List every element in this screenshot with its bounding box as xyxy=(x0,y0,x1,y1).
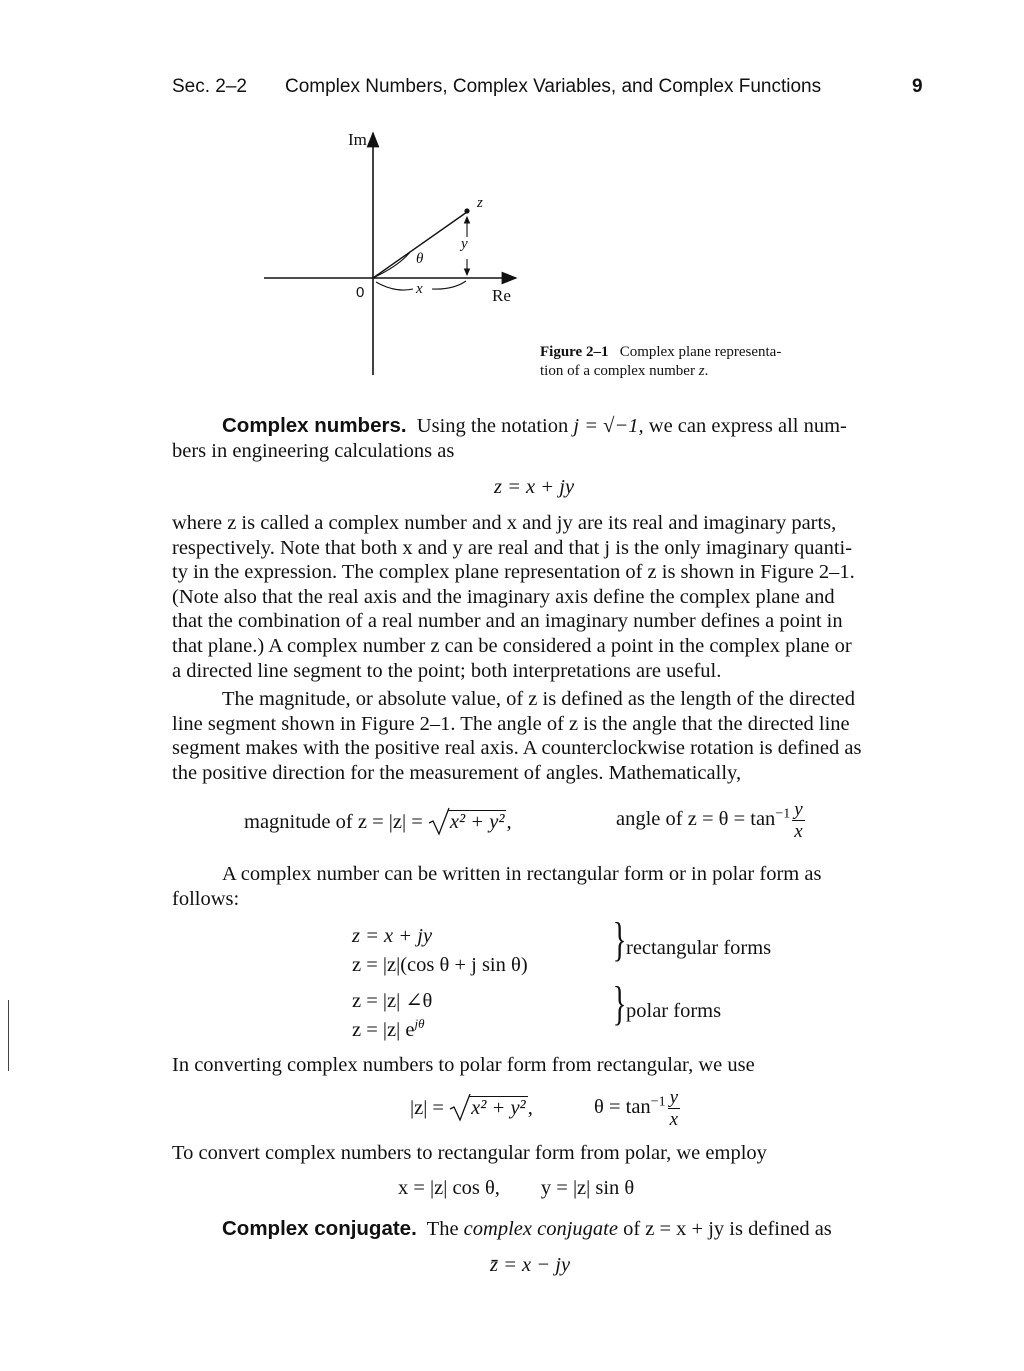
re-axis-label: Re xyxy=(492,286,511,305)
x-dimension-left xyxy=(376,282,413,290)
fraction-denominator: x xyxy=(669,1109,679,1130)
conjugate-paragraph xyxy=(172,1217,920,1242)
definition-line: where z is called a complex number and x and jy are its real and imaginary parts, xyxy=(172,512,837,534)
intro-text-1: Using the notation xyxy=(416,415,569,437)
intro-text-2: we can express all num- xyxy=(648,415,847,437)
definition-paragraph xyxy=(172,511,920,683)
caption-text-1: Complex plane representa- xyxy=(619,344,782,360)
y-label: y xyxy=(461,236,468,252)
complex-numbers-heading: Complex numbers. xyxy=(222,414,407,437)
forms-intro-line-2: follows: xyxy=(172,888,240,910)
definition-line: respectively. Note that both x and y are real and that j is the only imaginary quanti- xyxy=(172,536,853,559)
polar-brace-icon: } xyxy=(612,977,627,1030)
definition-line: that plane.) A complex number z can be considered a point in the complex plane or xyxy=(172,634,852,657)
z-point xyxy=(464,208,469,213)
caption-end: . xyxy=(704,363,709,379)
conjugate-text-1: The xyxy=(426,1218,459,1240)
magnitude-equation xyxy=(244,810,512,834)
magnitude-line: line segment shown in Figure 2–1. The angle of z is the angle that the directed line xyxy=(172,712,850,735)
definition-line: that the combination of a real number and an imaginary number defines a point in xyxy=(172,610,843,633)
angle-equation xyxy=(616,800,805,841)
definition-line: a directed line segment to the point; both interpretations are useful. xyxy=(172,659,722,682)
x-dimension-right xyxy=(432,281,466,289)
equation-z-rectangular: z = x + jy xyxy=(494,476,575,498)
polar-form-2 xyxy=(352,1016,424,1042)
polar-form-2-base: z = |z| e xyxy=(352,1018,415,1041)
theta-eq-left: θ = tan xyxy=(594,1096,651,1119)
complex-numbers-intro xyxy=(172,414,920,439)
conjugate-heading: Complex conjugate. xyxy=(222,1217,417,1240)
magnitude-line: the positive direction for the measurement of angles. Mathematically, xyxy=(172,761,742,784)
forms-intro-line-1: A complex number can be written in rectangular form or in polar form as xyxy=(222,863,822,885)
polar-form-1: z = |z| ∠θ xyxy=(352,990,433,1012)
intro-line-2: bers in engineering calculations as xyxy=(172,440,455,462)
page-number: 9 xyxy=(912,76,923,97)
square-root xyxy=(428,810,507,834)
magnitude-paragraph xyxy=(172,687,920,785)
radicand: x² + y² xyxy=(471,1097,526,1119)
rectangular-brace-icon: } xyxy=(612,913,627,966)
intro-equation: j = √−1, xyxy=(573,415,644,437)
convert-to-polar-text: In converting complex numbers to polar form from rectangular, we use xyxy=(172,1054,755,1076)
rectangular-conversion-equation: x = |z| cos θ, y = |z| sin θ xyxy=(398,1177,635,1199)
z-point-label: z xyxy=(477,195,483,211)
theta-equation xyxy=(594,1088,680,1129)
fraction-numerator: y xyxy=(669,1087,679,1108)
modulus-eq-left: |z| = xyxy=(410,1097,444,1119)
inverse-superscript: −1 xyxy=(650,1094,666,1110)
figure-caption xyxy=(540,343,840,381)
inverse-superscript: −1 xyxy=(775,806,791,822)
conjugate-emphasis: complex conjugate xyxy=(463,1218,618,1240)
magnitude-line: segment makes with the positive real axis. A counterclockwise rotation is defined as xyxy=(172,737,862,760)
scan-margin-line xyxy=(8,1000,9,1071)
radical-sign-icon xyxy=(428,806,450,836)
caption-text-2: tion of a complex number xyxy=(540,363,695,379)
conjugate-equation: z̄ = x − jy xyxy=(490,1254,571,1276)
angle-eq-left: angle of z = θ = tan xyxy=(616,808,776,831)
rectangular-form-1: z = x + jy xyxy=(352,925,433,947)
fraction-numerator: y xyxy=(794,799,803,820)
y-over-x-fraction xyxy=(668,1088,680,1129)
origin-label: 0 xyxy=(356,284,365,301)
square-root xyxy=(449,1096,528,1120)
complex-plane-figure xyxy=(250,125,550,385)
magnitude-line: The magnitude, or absolute value, of z is defined as the length of the directed xyxy=(222,688,856,710)
magnitude-eq-left: magnitude of z = |z| = xyxy=(244,811,423,833)
comma: , xyxy=(506,811,512,833)
radical-sign-icon xyxy=(449,1092,471,1122)
z-vector xyxy=(373,212,467,278)
polar-forms-label: polar forms xyxy=(626,1000,722,1022)
im-axis-label: Im xyxy=(348,130,367,149)
definition-line: ty in the expression. The complex plane representation of z is shown in Figure 2–1. xyxy=(172,561,855,584)
x-label: x xyxy=(416,281,423,297)
conjugate-text-2: of z = x + jy is defined as xyxy=(623,1218,832,1240)
fraction-denominator: x xyxy=(794,821,803,842)
modulus-equation xyxy=(410,1096,533,1120)
convert-to-rectangular-text: To convert complex numbers to rectangular form from polar, we employ xyxy=(172,1142,767,1164)
rectangular-forms-label: rectangular forms xyxy=(626,937,772,959)
polar-form-2-exponent: jθ xyxy=(414,1016,425,1031)
y-over-x-fraction xyxy=(792,800,804,841)
radicand: x² + y² xyxy=(449,811,505,833)
rectangular-form-2: z = |z|(cos θ + j sin θ) xyxy=(352,954,528,976)
caption-label: Figure 2–1 xyxy=(540,344,609,360)
caption-var: z xyxy=(698,363,705,379)
section-number: Sec. 2–2 xyxy=(172,76,247,97)
comma: , xyxy=(527,1097,533,1119)
definition-line: (Note also that the real axis and the imaginary axis define the complex plane and xyxy=(172,585,835,608)
running-title: Complex Numbers, Complex Variables, and Complex Functions xyxy=(285,76,822,97)
theta-label: θ xyxy=(416,251,424,267)
